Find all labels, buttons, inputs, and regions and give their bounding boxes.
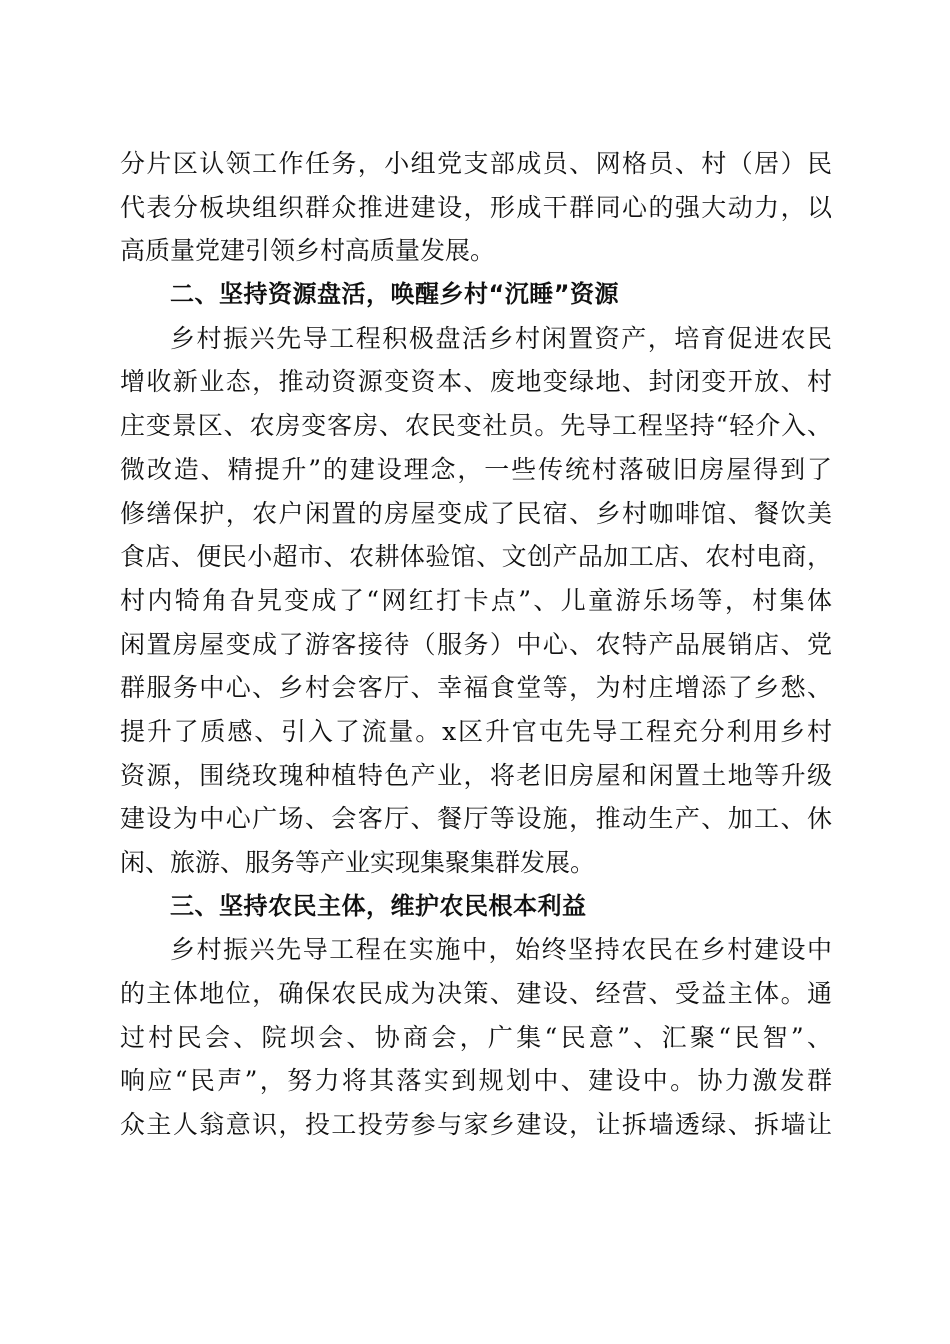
section-3-paragraph xyxy=(120,928,832,1146)
text-line: 增收新业态，推动资源变资本、废地变绿地、封闭变开放、村 xyxy=(120,367,832,397)
text-line: 修缮保护，农户闲置的房屋变成了民宿、乡村咖啡馆、餐饮美 xyxy=(120,498,832,528)
text-line: 乡村振兴先导工程在实施中，始终坚持农民在乡村建设中 xyxy=(170,935,832,965)
text-line: 众主人翁意识，投工投劳参与家乡建设，让拆墙透绿、拆墙让 xyxy=(120,1110,832,1140)
document-body xyxy=(120,142,832,1147)
text-line: 村内犄角旮旯变成了“网红打卡点”、儿童游乐场等，村集体 xyxy=(120,585,832,615)
text-line: 庄变景区、农房变客房、农民变社员。先导工程坚持“轻介入、 xyxy=(120,411,832,441)
section-3-heading: 三、坚持农民主体，维护农民根本利益 xyxy=(170,891,587,920)
text-line: 高质量党建引领乡村高质量发展。 xyxy=(120,236,496,266)
text-line: 代表分板块组织群众推进建设，形成干群同心的强大动力，以 xyxy=(120,192,832,222)
text-line: 乡村振兴先导工程积极盘活乡村闲置资产，培育促进农民 xyxy=(170,323,832,353)
text-line: 群服务中心、乡村会客厅、幸福食堂等，为村庄增添了乡愁、 xyxy=(120,673,832,703)
text-line: 过村民会、院坝会、协商会，广集“民意”、汇聚“民智”、 xyxy=(120,1022,832,1052)
section-2-paragraph xyxy=(120,317,832,885)
text-line: 建设为中心广场、会客厅、餐厅等设施，推动生产、加工、休 xyxy=(120,804,832,834)
text-line: 提升了质感、引入了流量。x区升官屯先导工程充分利用乡村 xyxy=(120,716,832,746)
intro-paragraph xyxy=(120,142,832,273)
text-line: 的主体地位，确保农民成为决策、建设、经营、受益主体。通 xyxy=(120,979,832,1009)
text-line: 闲置房屋变成了游客接待（服务）中心、农特产品展销店、党 xyxy=(120,629,832,659)
text-line: 分片区认领工作任务，小组党支部成员、网格员、村（居）民 xyxy=(120,149,832,178)
text-line: 响应“民声”，努力将其落实到规划中、建设中。协力激发群 xyxy=(120,1066,832,1096)
text-line: 资源，围绕玫瑰种植特色产业，将老旧房屋和闲置土地等升级 xyxy=(120,760,832,790)
text-line: 微改造、精提升”的建设理念，一些传统村落破旧房屋得到了 xyxy=(120,454,832,484)
text-line: 闲、旅游、服务等产业实现集聚集群发展。 xyxy=(120,848,596,877)
text-line: 食店、便民小超市、农耕体验馆、文创产品加工店、农村电商， xyxy=(120,542,832,572)
section-2-heading: 二、坚持资源盘活，唤醒乡村“沉睡”资源 xyxy=(170,280,620,309)
